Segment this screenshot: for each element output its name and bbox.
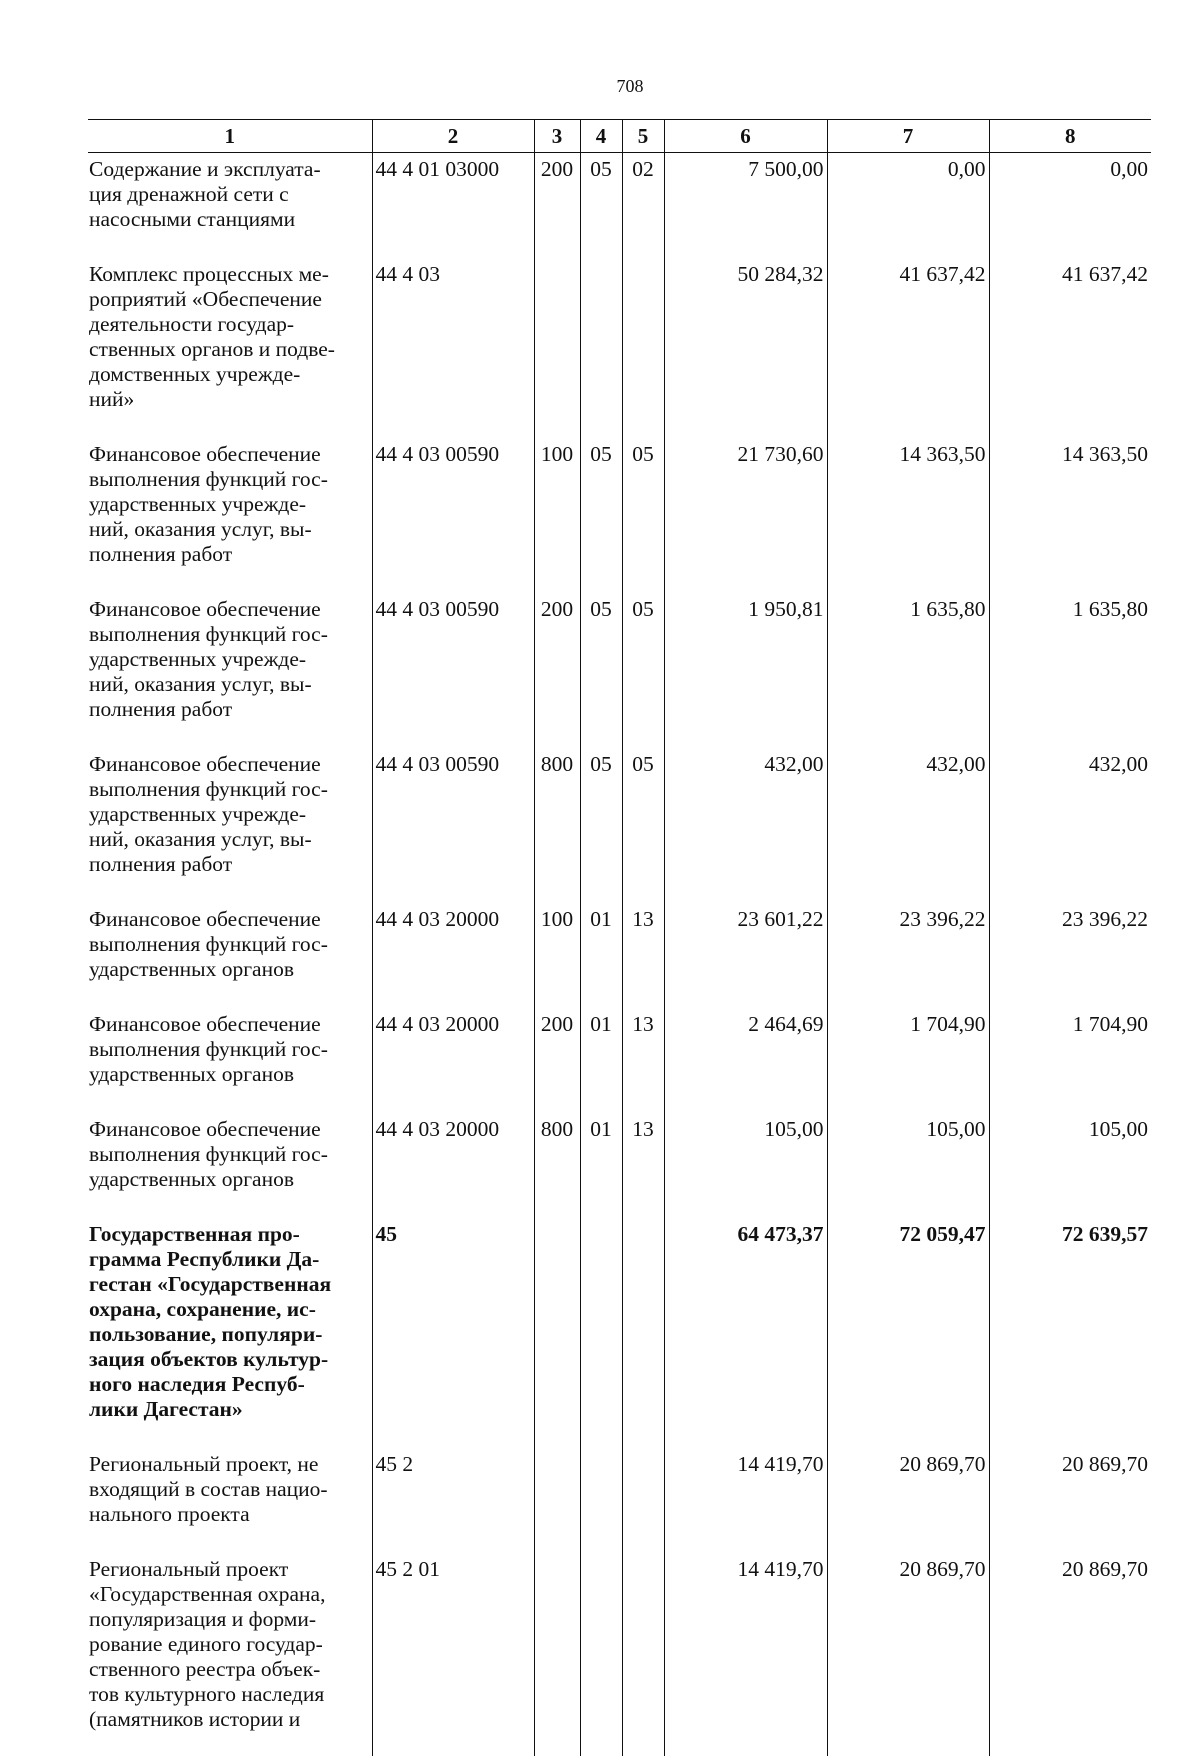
name-cell: Финансовое обеспечение выполнения функций гос- ударственных учрежде- ний, оказания услуг, вы- полнения работ [88, 748, 372, 903]
amount-col6-cell: 50 284,32 [664, 258, 827, 438]
section-cell: 05 [580, 593, 622, 748]
amount-col6-cell: 23 601,22 [664, 903, 827, 1008]
subsection-cell [622, 1218, 664, 1448]
code-cell: 44 4 03 00590 [372, 438, 534, 593]
expense-type-cell: 800 [534, 1113, 580, 1218]
table-row [88, 1113, 1151, 1218]
code-cell: 44 4 03 00590 [372, 748, 534, 903]
page-number: 708 [0, 76, 1200, 97]
amount-col8-cell: 105,00 [989, 1113, 1151, 1218]
amount-col7-cell: 1 704,90 [827, 1008, 989, 1113]
amount-col8-cell: 432,00 [989, 748, 1151, 903]
table-row [88, 1448, 1151, 1553]
amount-col6-cell: 105,00 [664, 1113, 827, 1218]
header-cell: 5 [622, 120, 664, 153]
section-cell: 01 [580, 1008, 622, 1113]
name-cell: Финансовое обеспечение выполнения функций гос- ударственных учрежде- ний, оказания услуг, вы- полнения работ [88, 593, 372, 748]
section-cell [580, 1553, 622, 1756]
subsection-cell: 05 [622, 593, 664, 748]
section-cell [580, 1218, 622, 1448]
subsection-cell [622, 1448, 664, 1553]
amount-col8-cell: 14 363,50 [989, 438, 1151, 593]
amount-col6-cell: 2 464,69 [664, 1008, 827, 1113]
table-row [88, 438, 1151, 593]
name-cell: Финансовое обеспечение выполнения функций гос- ударственных органов [88, 1008, 372, 1113]
header-cell: 6 [664, 120, 827, 153]
subsection-cell: 05 [622, 748, 664, 903]
expense-type-cell [534, 1553, 580, 1756]
amount-col8-cell: 41 637,42 [989, 258, 1151, 438]
header-cell: 7 [827, 120, 989, 153]
subsection-cell: 02 [622, 153, 664, 259]
amount-col7-cell: 41 637,42 [827, 258, 989, 438]
expense-type-cell: 200 [534, 593, 580, 748]
header-cell: 2 [372, 120, 534, 153]
table-row [88, 748, 1151, 903]
header-cell: 8 [989, 120, 1151, 153]
name-cell: Региональный проект «Государственная охрана, популяризация и форми- рование единого государ- ственного реестра объек- тов культурного наследия (памятников истории и [88, 1553, 372, 1756]
code-cell: 45 2 01 [372, 1553, 534, 1756]
expense-type-cell: 200 [534, 1008, 580, 1113]
code-cell: 44 4 03 20000 [372, 903, 534, 1008]
amount-col7-cell: 1 635,80 [827, 593, 989, 748]
table-row [88, 153, 1151, 259]
subsection-cell [622, 258, 664, 438]
name-cell: Финансовое обеспечение выполнения функций гос- ударственных учрежде- ний, оказания услуг, вы- полнения работ [88, 438, 372, 593]
amount-col6-cell: 14 419,70 [664, 1448, 827, 1553]
amount-col7-cell: 432,00 [827, 748, 989, 903]
code-cell: 44 4 03 00590 [372, 593, 534, 748]
section-cell: 05 [580, 153, 622, 259]
header-cell: 1 [88, 120, 372, 153]
table-row [88, 258, 1151, 438]
expense-type-cell [534, 1218, 580, 1448]
amount-col8-cell: 20 869,70 [989, 1553, 1151, 1756]
section-cell [580, 258, 622, 438]
subsection-cell: 13 [622, 903, 664, 1008]
code-cell: 45 [372, 1218, 534, 1448]
name-cell: Комплекс процессных ме- роприятий «Обеспечение деятельности государ- ственных органов и подве- домственных учрежде- ний» [88, 258, 372, 438]
expense-type-cell [534, 1448, 580, 1553]
amount-col7-cell: 20 869,70 [827, 1553, 989, 1756]
header-cell: 3 [534, 120, 580, 153]
expense-type-cell: 200 [534, 153, 580, 259]
subsection-cell: 13 [622, 1113, 664, 1218]
subsection-cell: 05 [622, 438, 664, 593]
amount-col6-cell: 7 500,00 [664, 153, 827, 259]
section-cell: 05 [580, 438, 622, 593]
code-cell: 45 2 [372, 1448, 534, 1553]
name-cell: Финансовое обеспечение выполнения функций гос- ударственных органов [88, 1113, 372, 1218]
expense-type-cell: 100 [534, 438, 580, 593]
name-cell: Государственная про- грамма Республики Да- гестан «Государственная охрана, сохранение, ис- пользование, популяри- зация объектов культур- ного наследия Респуб- лики Дагестан» [88, 1218, 372, 1448]
section-cell: 01 [580, 903, 622, 1008]
section-cell [580, 1448, 622, 1553]
table-header [88, 120, 1151, 153]
amount-col6-cell: 1 950,81 [664, 593, 827, 748]
amount-col7-cell: 105,00 [827, 1113, 989, 1218]
amount-col6-cell: 21 730,60 [664, 438, 827, 593]
name-cell: Финансовое обеспечение выполнения функций гос- ударственных органов [88, 903, 372, 1008]
amount-col7-cell: 0,00 [827, 153, 989, 259]
table-row [88, 903, 1151, 1008]
code-cell: 44 4 03 20000 [372, 1113, 534, 1218]
amount-col8-cell: 1 635,80 [989, 593, 1151, 748]
code-cell: 44 4 01 03000 [372, 153, 534, 259]
amount-col6-cell: 14 419,70 [664, 1553, 827, 1756]
code-cell: 44 4 03 20000 [372, 1008, 534, 1113]
table-row [88, 593, 1151, 748]
table-row [88, 1218, 1151, 1448]
budget-table [88, 119, 1151, 1756]
amount-col6-cell: 432,00 [664, 748, 827, 903]
amount-col7-cell: 72 059,47 [827, 1218, 989, 1448]
header-cell: 4 [580, 120, 622, 153]
header-row [88, 120, 1151, 153]
expense-type-cell: 100 [534, 903, 580, 1008]
table-row [88, 1553, 1151, 1756]
table-row [88, 1008, 1151, 1113]
name-cell: Содержание и эксплуата- ция дренажной сети с насосными станциями [88, 153, 372, 259]
table-body [88, 153, 1151, 1756]
expense-type-cell [534, 258, 580, 438]
amount-col7-cell: 23 396,22 [827, 903, 989, 1008]
code-cell: 44 4 03 [372, 258, 534, 438]
name-cell: Региональный проект, не входящий в состав нацио- нального проекта [88, 1448, 372, 1553]
amount-col8-cell: 20 869,70 [989, 1448, 1151, 1553]
amount-col8-cell: 0,00 [989, 153, 1151, 259]
subsection-cell: 13 [622, 1008, 664, 1113]
amount-col6-cell: 64 473,37 [664, 1218, 827, 1448]
section-cell: 05 [580, 748, 622, 903]
amount-col7-cell: 20 869,70 [827, 1448, 989, 1553]
amount-col8-cell: 1 704,90 [989, 1008, 1151, 1113]
amount-col8-cell: 72 639,57 [989, 1218, 1151, 1448]
section-cell: 01 [580, 1113, 622, 1218]
amount-col8-cell: 23 396,22 [989, 903, 1151, 1008]
amount-col7-cell: 14 363,50 [827, 438, 989, 593]
subsection-cell [622, 1553, 664, 1756]
expense-type-cell: 800 [534, 748, 580, 903]
